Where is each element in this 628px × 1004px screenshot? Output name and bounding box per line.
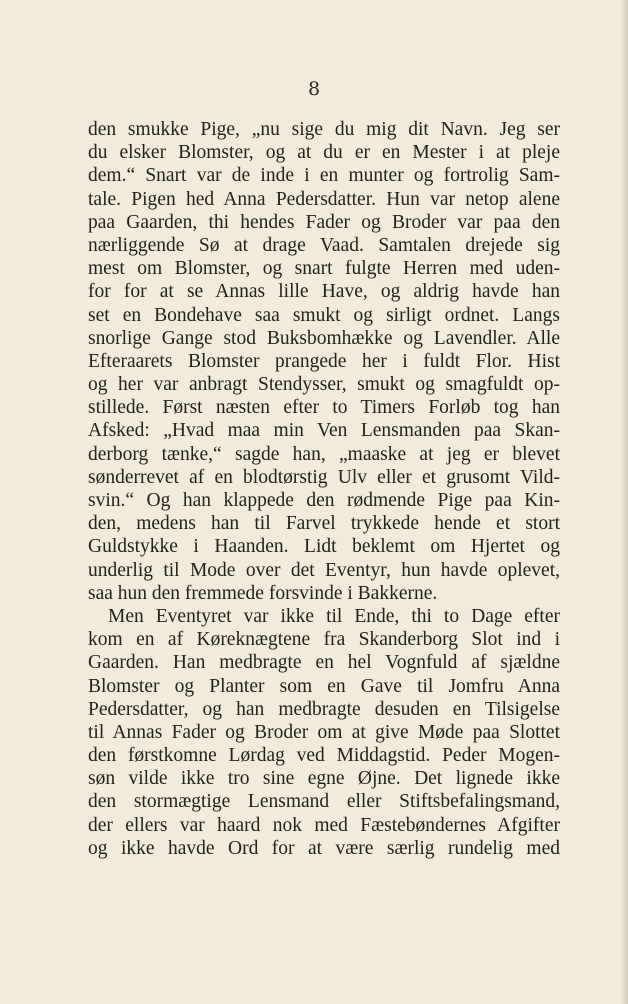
text-line: Pedersdatter, og han medbragte desuden en Tilsigelse [88, 698, 560, 720]
text-line: der ellers var haard nok med Fæstebøndernes Afgifter [88, 814, 560, 836]
page-number: 8 [307, 78, 321, 100]
text-line: den, medens han til Farvel trykkede hende et stort [88, 513, 560, 535]
text-line: den smukke Pige, „nu sige du mig dit Navn. Jeg ser [88, 119, 560, 140]
text-line: dem.“ Snart var de inde i en munter og fortrolig Sam- [88, 165, 560, 187]
text-line: og her var anbragt Stendysser, smukt og smagfuldt op- [88, 374, 560, 396]
text-line: sønderrevet af en blodtørstig Ulv eller et grusomt Vild- [88, 466, 560, 488]
page-edge-shadow [620, 0, 628, 1004]
text-line: til Annas Fader og Broder om at give Møde paa Slottet [88, 721, 560, 743]
text-line: søn vilde ikke tro sine egne Øjne. Det lignede ikke [88, 768, 560, 790]
text-line: tale. Pigen hed Anna Pedersdatter. Hun var netop alene [88, 188, 560, 210]
text-line: Guldstykke i Haanden. Lidt beklemt om Hjertet og [88, 536, 560, 558]
text-line: og ikke havde Ord for at være særlig rundelig med [88, 837, 560, 859]
text-line: for for at se Annas lille Have, og aldrig havde han [88, 281, 560, 303]
text-line: saa hun den fremmede forsvinde i Bakkerne. [88, 582, 438, 604]
text-line: du elsker Blomster, og at du er en Mester i at pleje [88, 142, 560, 164]
text-line: den førstkomne Lørdag ved Middagstid. Peder Mogen- [88, 745, 560, 767]
text-line: kom en af Køreknægtene fra Skanderborg Slot ind i [88, 629, 560, 651]
body-text [88, 118, 560, 860]
text-line: set en Bondehave saa smukt og sirligt ordnet. Langs [88, 304, 560, 326]
text-line: stillede. Først næsten efter to Timers Forløb tog han [88, 397, 560, 419]
text-line: Men Eventyret var ikke til Ende, thi to Dage efter [108, 605, 560, 627]
text-line: snorlige Gange stod Buksbomhække og Lavendler. Alle [88, 327, 560, 349]
text-line: Afsked: „Hvad maa min Ven Lensmanden paa Skan- [88, 420, 560, 442]
text-line: nærliggende Sø at drage Vaad. Samtalen drejede sig [88, 234, 560, 256]
text-line: den stormægtige Lensmand eller Stiftsbefalingsmand, [88, 791, 560, 813]
text-line: mest om Blomster, og snart fulgte Herren med uden- [88, 258, 560, 280]
text-line: derborg tænke,“ sagde han, „maaske at jeg er blevet [88, 443, 560, 465]
text-line: underlig til Mode over det Eventyr, hun havde oplevet, [88, 559, 560, 581]
text-line: svin.“ Og han klappede den rødmende Pige paa Kin- [88, 490, 560, 511]
text-line: Efteraarets Blomster prangede her i fuldt Flor. Hist [88, 350, 560, 372]
text-line: Gaarden. Han medbragte en hel Vognfuld af sjældne [88, 652, 560, 674]
text-line: Blomster og Planter som en Gave til Jomfru Anna [88, 675, 560, 697]
text-line: paa Gaarden, thi hendes Fader og Broder var paa den [88, 211, 560, 233]
